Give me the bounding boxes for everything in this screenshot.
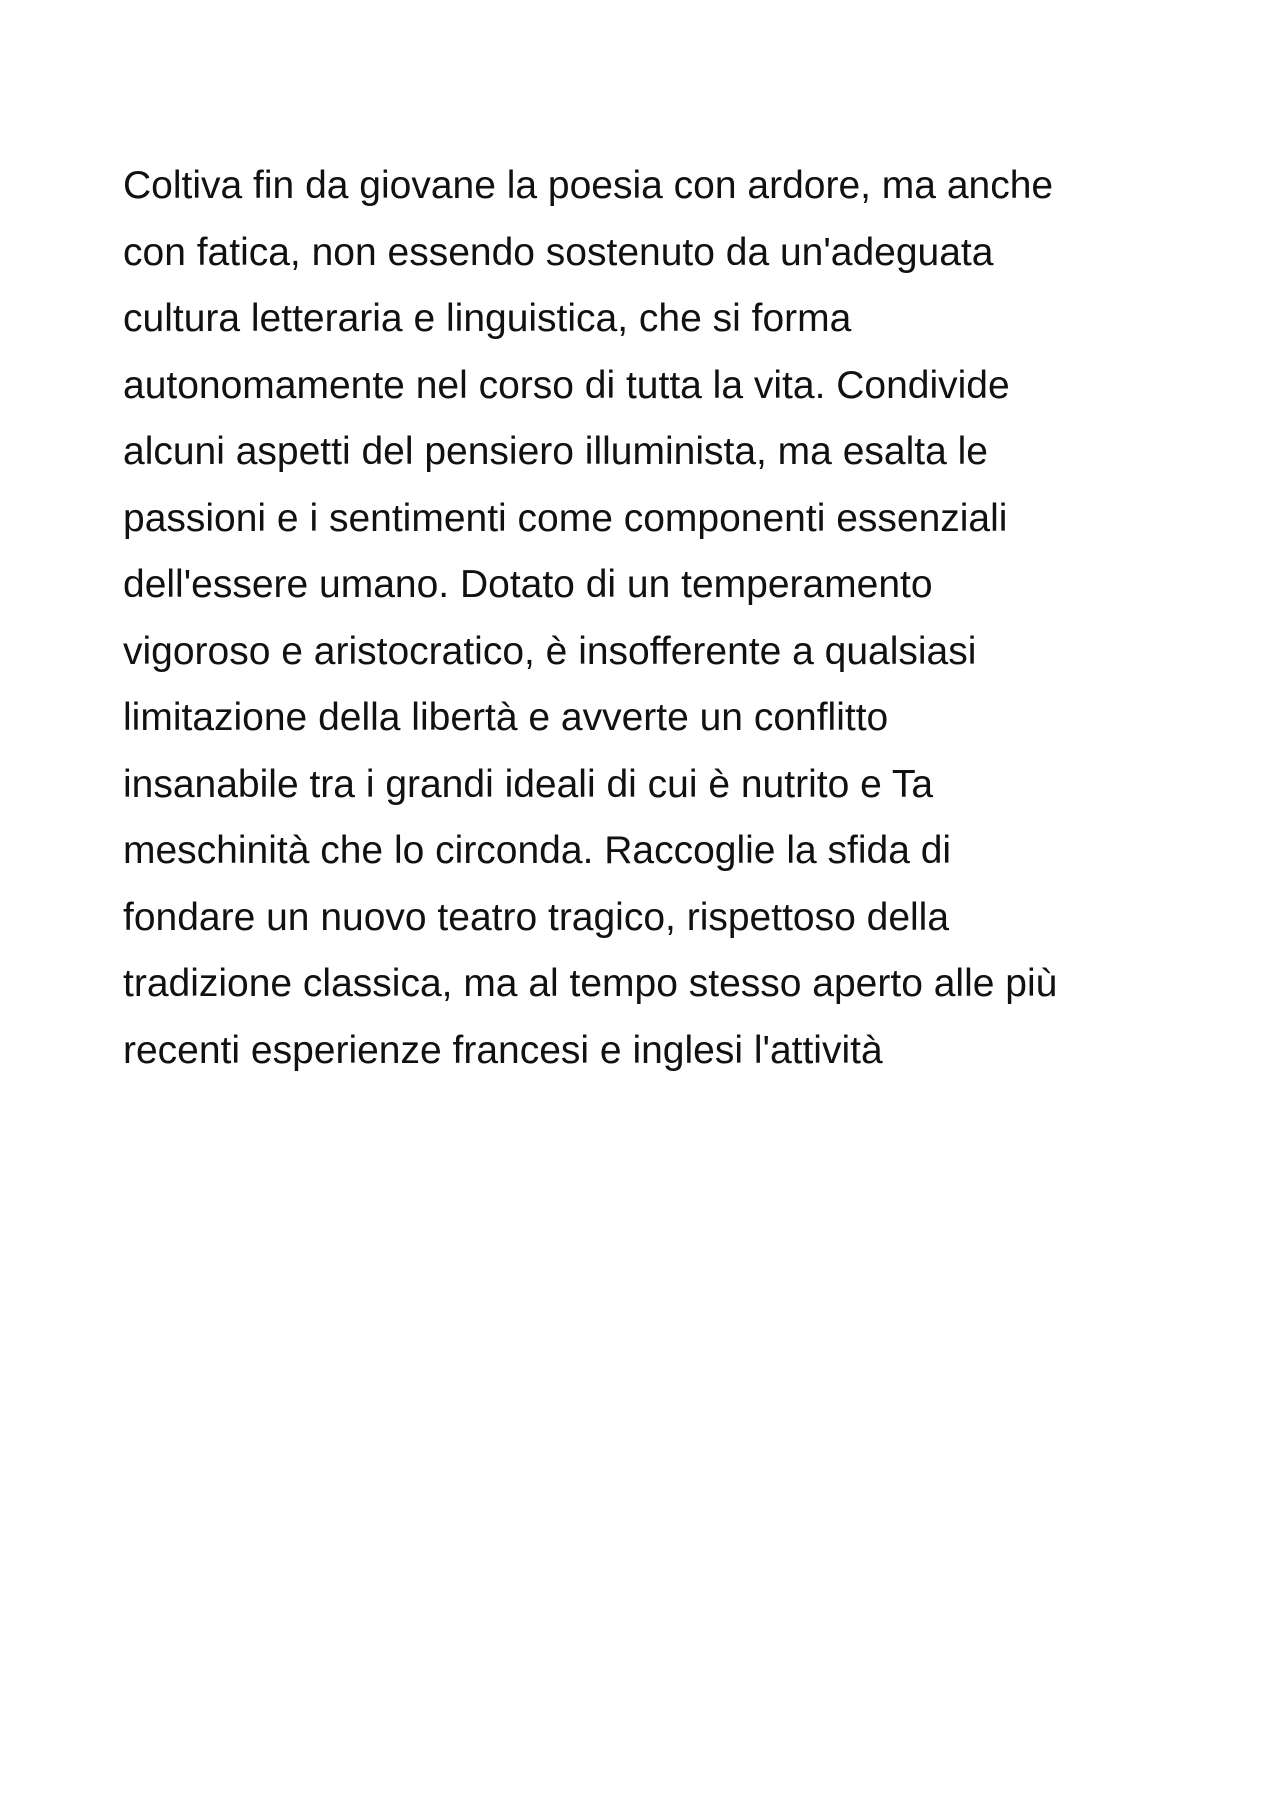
text-line: dell'essere umano. Dotato di un temperamento <box>123 563 933 606</box>
text-line: passioni e i sentimenti come componenti essenziali <box>123 496 1008 540</box>
text-line: limitazione della libertà e avverte un conflitto <box>123 696 889 739</box>
text-line: insanabile tra i grandi ideali di cui è nutrito e Ta <box>123 762 934 806</box>
body-paragraph <box>123 153 1203 1084</box>
text-line: fondare un nuovo teatro tragico, rispettoso della <box>123 895 950 939</box>
text-line: con fatica, non essendo sostenuto da un'adeguata <box>123 230 994 274</box>
text-line: alcuni aspetti del pensiero illuminista, ma esalta le <box>123 430 988 473</box>
text-line: meschinità che lo circonda. Raccoglie la sfida di <box>123 829 952 872</box>
text-line: vigoroso e aristocratico, è insofferente a qualsiasi <box>123 629 977 673</box>
text-line: tradizione classica, ma al tempo stesso aperto alle più <box>123 962 1058 1005</box>
text-line: Coltiva fin da giovane la poesia con ardore, ma anche <box>123 164 1054 207</box>
text-line: autonomamente nel corso di tutta la vita. Condivide <box>123 363 1010 407</box>
text-line: recenti esperienze francesi e inglesi l'attività <box>123 1028 883 1072</box>
text-line: cultura letteraria e linguistica, che si forma <box>123 297 852 340</box>
